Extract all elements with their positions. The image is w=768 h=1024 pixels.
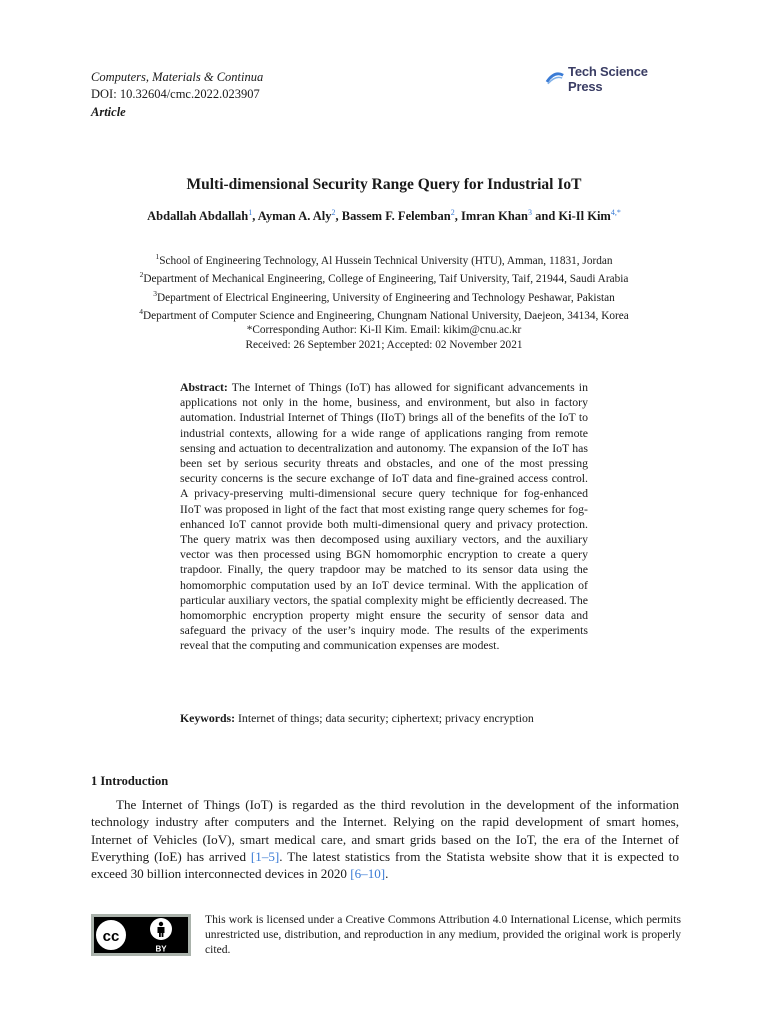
publisher-name: Tech Science Press [568, 64, 648, 94]
cc-icon [95, 919, 127, 951]
author-affil-mark[interactable]: 1 [248, 208, 253, 217]
received-dates: Received: 26 September 2021; Accepted: 02 November 2021 [245, 339, 523, 352]
intro-text: The Internet of Things (IoT) is regarded as the third revolution in the development of the information technology industry after computers and the Internet. Relying on the rapid development of smart homes, Internet of Vehicles (IoV), smart medical care, and smart grids based on the IoT, the era of the Internet of Everything (IoE) has arrived [91, 797, 679, 864]
corresponding-author: *Corresponding Author: Ki-Il Kim. Email: kikim@cnu.ac.kr [246, 324, 522, 337]
author-affil-mark[interactable]: 2 [331, 208, 336, 217]
cc-by-label: BY [155, 944, 167, 954]
author-separator: , [454, 209, 461, 224]
author-name: Imran Khan [460, 209, 528, 224]
intro-text: . The latest statistics from the Statista website show that it is expected to exceed 30 billion interconnected devices in 2020 [91, 848, 679, 882]
author-affil-mark[interactable]: 3 [528, 208, 532, 217]
article-type: Article [91, 105, 126, 119]
paper-title: Multi-dimensional Security Range Query for Industrial IoT [186, 176, 582, 193]
author-affil-mark[interactable]: 4,* [610, 208, 621, 217]
affiliation-line [0, 268, 768, 286]
affiliation-mark: 4 [139, 307, 143, 317]
keywords-label: Keywords: [180, 711, 236, 725]
author-list [0, 208, 768, 224]
affiliation-mark: 2 [139, 270, 144, 280]
intro-text: . [385, 866, 389, 882]
affiliation-text: School of Engineering Technology, Al Hussein Technical University (HTU), Amman, 11831, Jordan [159, 254, 613, 267]
affiliations [0, 250, 768, 353]
author-name: Ayman A. Aly [257, 209, 332, 224]
intro-paragraph [91, 796, 679, 882]
abstract [180, 380, 588, 654]
attribution-person-icon [150, 918, 172, 940]
svg-text:cc: cc [102, 928, 120, 945]
keywords-text: Internet of things; data security; ciphertext; privacy encryption [238, 711, 534, 725]
journal-name: Computers, Materials & Continua [91, 70, 264, 84]
citation-link[interactable]: [1–5] [250, 848, 280, 864]
affiliation-mark: 3 [153, 288, 157, 298]
author-name: Abdallah Abdallah [147, 209, 249, 224]
author-affil-mark[interactable]: 2 [450, 208, 455, 217]
affiliation-line [0, 287, 768, 305]
cc-by-badge[interactable] [91, 914, 191, 956]
publisher-logo [545, 64, 680, 94]
affiliation-mark: 1 [155, 252, 160, 261]
keywords [180, 711, 600, 726]
affiliation-text: Department of Electrical Engineering, University of Engineering and Technology Peshawar, Pakistan [156, 291, 615, 304]
section-heading-introduction: 1 Introduction [91, 774, 169, 788]
abstract-text: The Internet of Things (IoT) has allowed for significant advancements in applications not only in the home, business, and environment, but also in factory automation. Industrial Internet of Things (IIoT) brings all of the benefits of the IoT to industrial contexts, allowing for a wide range of applications ranging from remote sensing and actuation to decentralization and autonomy. The expansion of the IoT has been set by serious security threats and obstacles, and one of the most pressing security concerns is the secure exchange of IoT data and fine-grained access control. A privacy-preserving multi-dimensional secure query technique for fog-enhanced IIoT was proposed in light of the fact that most existing range query schemes for fog-enhanced IoT cannot provide both multi-dimensional query and privacy protection. The query matrix was then decomposed using auxiliary vectors, and the auxiliary vector was then processed using BGN homomorphic encryption to create a query trapdoor. Finally, the query trapdoor may be matched to its sensor data using the homomorphic computation used by an IoT device terminal. With the application of particular auxiliary vectors, the spatial complexity might be efficiently decreased. The homomorphic encryption property might ensure the security of sensor data and safeguard the privacy of the user’s inquiry mode. The results of the experiments reveal that the computing and communication expenses are modest. [180, 380, 588, 653]
abstract-label: Abstract: [180, 380, 228, 394]
citation-link[interactable]: [6–10] [350, 866, 386, 882]
affiliation-line [0, 305, 768, 323]
doi: DOI: 10.32604/cmc.2022.023907 [91, 87, 260, 101]
author-separator: , [252, 209, 258, 224]
author-name: Bassem F. Felemban [341, 209, 451, 224]
affiliation-text: Department of Computer Science and Engineering, Chungnam National University, Daejeon, 34134, Korea [142, 309, 629, 322]
author-separator: and [532, 209, 559, 224]
author-separator: , [335, 209, 342, 224]
affiliation-text: Department of Mechanical Engineering, College of Engineering, Taif University, Taif, 21944, Saudi Arabia [143, 273, 629, 286]
author-name: Ki-Il Kim [558, 209, 611, 224]
affiliation-line [0, 250, 768, 268]
license-text: This work is licensed under a Creative Commons Attribution 4.0 International License, which permits unrestricted use, distribution, and reproduction in any medium, provided the original work is properly cited. [205, 913, 681, 957]
tech-science-press-logo-icon [545, 69, 564, 89]
